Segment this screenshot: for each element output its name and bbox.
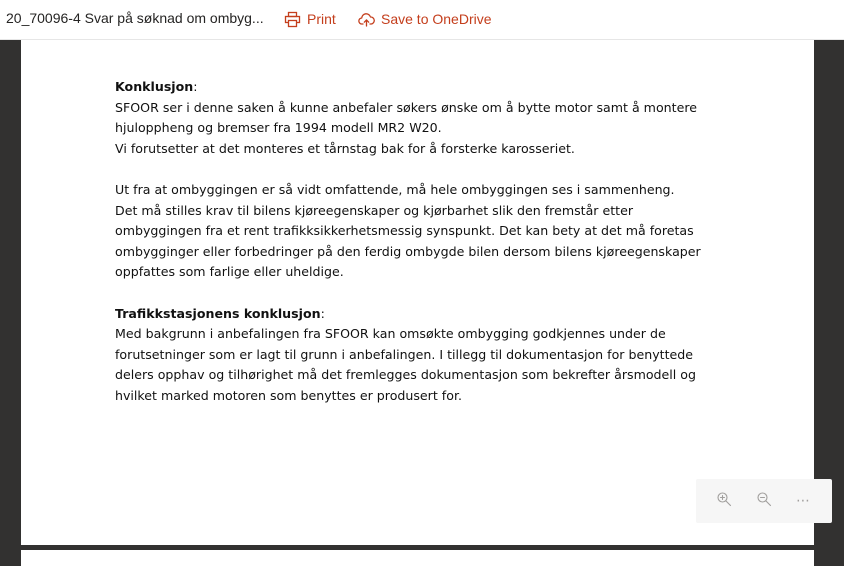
save-to-onedrive-button[interactable] <box>358 8 492 30</box>
text-line: Ut fra at ombyggingen er så vidt omfattende, må hele ombyggingen ses i sammenheng. <box>115 181 675 197</box>
next-document-page <box>21 550 814 566</box>
printer-icon <box>284 11 301 28</box>
print-button[interactable] <box>284 8 336 30</box>
document-viewer[interactable] <box>0 40 844 566</box>
document-content <box>115 77 755 407</box>
text-line: Med bakgrunn i anbefalingen fra SFOOR kan omsøkte ombygging godkjennes under de <box>115 326 666 342</box>
more-options-button[interactable] <box>792 489 816 513</box>
text-line: delers opphav og tilhørighet må det fremlegges dokumentasjon som bekrefter årsmodell og <box>115 367 696 383</box>
text-line: oppfattes som farlige eller uheldige. <box>115 264 344 280</box>
text-line: Det må stilles krav til bilens kjøreegenskaper og kjørbarhet slik den fremstår etter <box>115 202 634 218</box>
text-line: forutsetninger som er lagt til grunn i anbefalingen. I tillegg til dokumentasjon for benyttede <box>115 346 694 362</box>
section-heading: Trafikkstasjonens konklusjon: <box>115 305 325 321</box>
text-line: SFOOR ser i denne saken å kunne anbefaler søkers ønske om å bytte motor samt å montere <box>115 99 697 115</box>
section-heading: Konklusjon: <box>115 79 198 94</box>
text-line: ombygginger eller forbedringer på den ferdig ombygde bilen dersom bilens kjøreegenskaper <box>115 243 701 259</box>
zoom-out-button[interactable] <box>752 489 776 513</box>
zoom-in-button[interactable] <box>712 489 736 513</box>
zoom-in-icon <box>716 491 732 511</box>
zoom-out-icon <box>756 491 772 511</box>
zoom-controls <box>696 479 832 523</box>
print-label: Print <box>307 11 336 27</box>
text-line: hjuloppheng og bremser fra 1994 modell MR2 W20. <box>115 120 442 136</box>
document-page <box>21 40 814 545</box>
more-icon: ⋯ <box>796 493 812 509</box>
text-line: hvilket marked motoren som benyttes er produsert for. <box>115 387 462 403</box>
cloud-upload-icon <box>358 11 375 28</box>
save-to-onedrive-label: Save to OneDrive <box>381 11 492 27</box>
text-line: Vi forutsetter at det monteres et tårnstag bak for å forsterke karosseriet. <box>115 140 575 156</box>
text-line: ombyggingen fra et rent trafikksikkerhetsmessig synspunkt. Det kan bety at det må foretas <box>115 223 694 239</box>
toolbar <box>0 0 844 40</box>
document-title: 20_70096-4 Svar på søknad om ombyg... <box>6 10 264 26</box>
